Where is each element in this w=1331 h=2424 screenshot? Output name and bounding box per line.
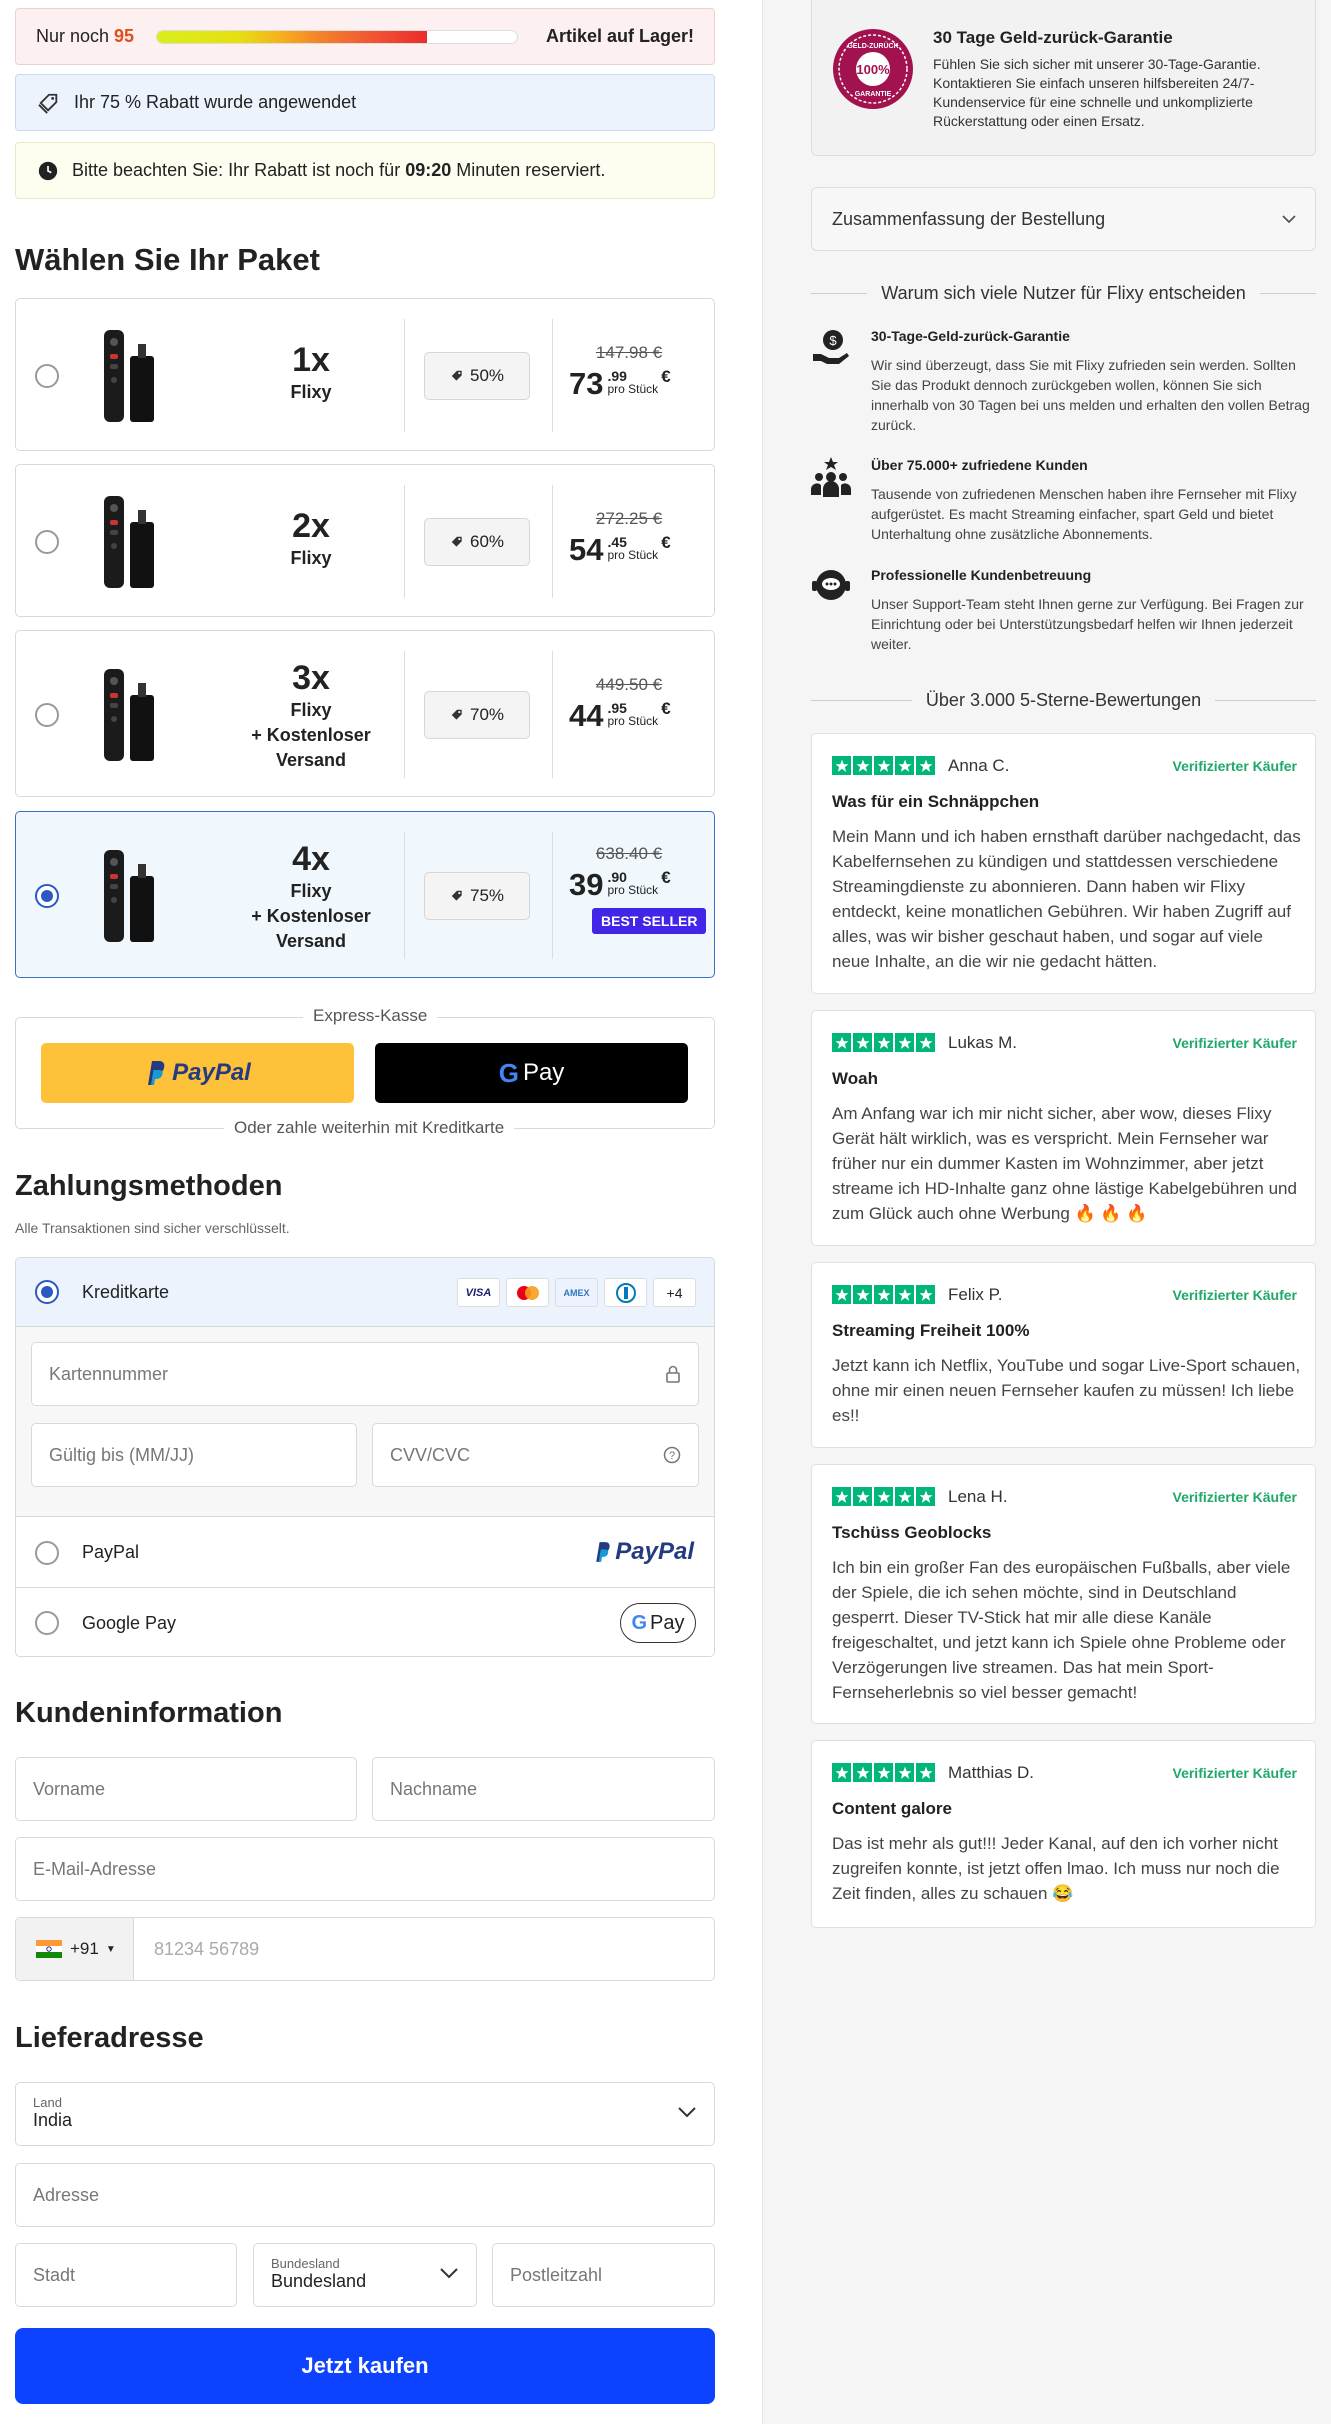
price-unit: pro Stück [607,382,659,396]
gpay-method-label: Google Pay [82,1612,177,1633]
seal-percent: 100% [856,62,890,77]
money-back-seal-icon [832,28,914,110]
price-currency: € [661,868,671,887]
star-icon [832,1763,851,1782]
paypal-method-row[interactable] [16,1518,714,1588]
package-quantity [251,507,371,571]
paypal-radio[interactable] [35,1541,59,1565]
sidebar [762,0,1331,2424]
package-radio[interactable] [35,884,59,908]
cvv-placeholder: CVV/CVC [390,1444,471,1465]
review-card [811,1740,1316,1928]
current-price [569,699,709,733]
current-price [569,868,709,902]
country-code: +91 [70,1939,99,1958]
package-extra: + Kostenloser [251,725,371,745]
paypal-logo-text: PayPal [615,1538,694,1565]
price-unit: pro Stück [607,883,659,897]
card-number-placeholder: Kartennummer [49,1363,169,1384]
review-text: Ich bin ein großer Fan des europäischen Fußballs, aber viele der Spiele, die ich sehen möchte, sind in Deutschland gesperrt. Dieser TV-Stick hat mir alle diese Kanäle freigeschaltet, und jetzt kann ich Spiele ohne Probleme oder Verzögerungen live streamen. Das hat mein Sport-Fernseherlebnis so viel besser gemacht! [832,1558,1291,1702]
old-price: 272.25 € [595,509,663,528]
card-method-row[interactable] [16,1258,714,1327]
package-radio[interactable] [35,364,59,388]
review-title: Streaming Freiheit 100% [832,1321,1030,1340]
old-price: 449.50 € [595,675,663,694]
star-icon [853,756,872,775]
star-rating [832,1033,935,1052]
divider [404,319,405,432]
guarantee-text: Fühlen Sie sich sicher mit unserer 30-Tage-Garantie. Kontaktieren Sie einfach unseren hilfsbereiten 24/7-Kundenservice für eine schnelle und unkomplizierte Rückerstattung oder einen Ersatz. [933,56,1261,129]
price-cents: .45 [607,534,627,550]
country-select[interactable] [15,2082,715,2146]
amex-icon: AMEX [555,1278,598,1307]
reviewer-name: Lukas M. [948,1033,1017,1052]
package-name: Flixy [290,382,332,402]
svg-text:?: ? [668,1450,676,1462]
package-qty: 3x [292,659,330,697]
why-divider [811,283,1316,304]
paypal-logo-icon [144,1060,166,1086]
express-legend: Express-Kasse [303,1006,437,1026]
stock-bar-fill [157,31,427,43]
package-qty: 1x [292,341,330,379]
stock-suffix: Artikel auf Lager! [545,26,694,46]
tag-icon [450,889,464,903]
support-icon [811,567,851,605]
reviewer-name: Lena H. [948,1487,1008,1506]
discount-value: 50% [469,365,505,385]
discount-value: 75% [469,885,505,905]
card-label: Kreditkarte [82,1281,170,1302]
timer-prefix: Bitte beachten Sie: Ihr Rabatt ist noch für [72,160,401,180]
discount-badge [424,352,530,400]
price-cents: .95 [607,700,627,716]
package-quantity [251,341,371,405]
star-icon [895,1285,914,1304]
current-price [569,367,709,401]
feature-text: Unser Support-Team steht Ihnen gerne zur Verfügung. Bei Fragen zur Einrichtung oder bei Unterstützungsbedarf helfen wir Ihnen jederzeit weiter. [871,596,1304,652]
customers-icon [811,457,851,501]
feature-text: Wir sind überzeugt, dass Sie mit Flixy zufrieden sein werden. Sollten Sie das Produkt dennoch zurückgeben wollen, können Sie sich innerhalb von 30 Tagen bei uns melden und erhalten den vollen Betrag zurück. [871,357,1310,433]
google-g-icon: G [631,1611,648,1634]
card-brand-icons [457,1278,696,1307]
gpay-logo-text: Pay [650,1611,685,1634]
email-input[interactable] [15,1837,715,1901]
star-icon [853,1033,872,1052]
price-unit: pro Stück [607,714,659,728]
cvv-input[interactable] [372,1423,699,1487]
buy-now-button[interactable]: Jetzt kaufen [15,2328,715,2404]
seal-bottom-text: GARANTIE [854,91,892,98]
clock-icon [38,161,58,181]
review-text: Jetzt kann ich Netflix, YouTube und sogar Live-Sport schauen, ohne mir einen neuen Fernseher kaufen zu müssen! Ich liebe es!! [832,1356,1301,1425]
star-rating [832,1763,935,1782]
paypal-mark-icon [593,1540,611,1564]
package-extra: + Kostenloser [251,906,371,926]
price-whole: 54 [569,532,604,567]
address-input[interactable] [15,2163,715,2227]
verified-badge: Verifizierter Käufer [1172,1489,1297,1505]
verified-badge: Verifizierter Käufer [1172,1765,1297,1781]
zip-input[interactable] [492,2243,715,2307]
seal-top-text: GELD-ZURÜCK [847,43,899,50]
star-icon [874,1763,893,1782]
price-whole: 44 [569,698,604,733]
paypal-method-label: PayPal [82,1542,140,1562]
verified-badge: Verifizierter Käufer [1172,1287,1297,1303]
timer-suffix: Minuten reserviert. [456,160,606,180]
state-label: Bundesland [271,2256,340,2271]
product-image [98,846,158,951]
review-card [811,1464,1316,1724]
reviews-divider [811,690,1316,711]
package-name: Flixy [290,548,332,568]
help-icon[interactable] [663,1446,681,1464]
current-price [569,533,709,567]
timer-value: 09:20 [405,160,452,180]
stock-count: 95 [114,26,135,46]
star-icon [916,1033,935,1052]
divider [404,485,405,598]
package-quantity [251,659,371,773]
discount-value: 60% [469,531,505,551]
stock-prefix: Nur noch [36,26,110,46]
best-seller-badge: BEST SELLER [592,908,706,934]
package-price [569,509,709,567]
price-currency: € [661,533,671,552]
star-icon [874,1487,893,1506]
feature-title: Professionelle Kundenbetreuung [871,567,1092,583]
package-quantity [251,840,371,954]
timer-notice [15,142,715,199]
star-icon [874,756,893,775]
star-rating [832,1487,935,1506]
review-title: Was für ein Schnäppchen [832,792,1040,811]
country-value: India [33,2110,73,2130]
country-label: Land [33,2095,62,2110]
email-placeholder: E-Mail-Adresse [33,1858,157,1879]
visa-icon: VISA [457,1278,500,1307]
review-card [811,1262,1316,1448]
star-icon [853,1763,872,1782]
star-icon [874,1033,893,1052]
discount-value: 70% [469,704,505,724]
customer-heading: Kundeninformation [15,1697,283,1729]
divider [552,319,553,432]
feature-text: Tausende von zufriedenen Menschen haben ihre Fernseher mit Flixy aufgerüstet. Es macht Streaming einfacher, spart Geld und bietet Unterhaltung ohne zusätzliche Abonnements. [871,486,1297,542]
payment-subtext: Alle Transaktionen sind sicher verschlüsselt. [15,1220,290,1236]
package-extra: Versand [275,931,347,951]
star-icon [874,1285,893,1304]
review-title: Tschüss Geoblocks [832,1523,992,1542]
reviewer-name: Matthias D. [948,1763,1034,1782]
package-price [569,343,709,401]
express-checkout [15,1006,715,1137]
reviews-heading: Über 3.000 5-Sterne-Bewertungen [925,690,1202,710]
discount-badge [424,518,530,566]
last-name-input[interactable] [372,1757,715,1821]
package-heading: Wählen Sie Ihr Paket [15,242,320,277]
feature-title: 30-Tage-Geld-zurück-Garantie [871,328,1070,344]
verified-badge: Verifizierter Käufer [1172,1035,1297,1051]
card-number-input[interactable] [31,1342,699,1406]
package-extra: Versand [275,750,347,770]
reviewer-name: Anna C. [948,756,1010,775]
paypal-logo [593,1538,694,1566]
review-text: Am Anfang war ich mir nicht sicher, aber wow, dieses Flixy Gerät hält wirklich, was es verspricht. Mein Fernseher war früher nur ein dummer Kasten im Wohnzimmer, aber jetzt streame ich HD-Inhalte ganz ohne lästige Kabelgebühren und zum Glück auch ohne Werbung 🔥 🔥 🔥 [832,1104,1297,1223]
star-icon [853,1487,872,1506]
card-fields [16,1327,714,1517]
discount-badge [424,691,530,739]
review-card [811,1010,1316,1246]
gpay-express-label: Pay [522,1059,565,1086]
discount-text: Ihr 75 % Rabatt wurde angewendet [74,92,357,112]
star-icon [895,1763,914,1782]
guarantee-title: 30 Tage Geld-zurück-Garantie [933,28,1173,47]
city-input[interactable] [15,2243,237,2307]
expiry-placeholder: Gültig bis (MM/JJ) [49,1444,195,1465]
price-whole: 73 [569,366,604,401]
payment-methods [15,1257,715,1657]
package-radio[interactable] [35,530,59,554]
card-radio[interactable] [35,1280,59,1304]
package-name: Flixy [290,881,332,901]
gpay-method-row[interactable] [16,1589,714,1657]
svg-text:$: $ [829,333,837,348]
product-image [98,326,158,431]
verified-badge: Verifizierter Käufer [1172,758,1297,774]
star-icon [895,1033,914,1052]
streaming-stick-icon [98,665,158,765]
discount-notice [15,74,715,131]
review-text: Das ist mehr als gut!!! Jeder Kanal, auf den ich vorher nicht zugreifen konnte, ist jetzt offen lmao. Ich muss nur noch die Zeit finden, alles zu schauen 😂 [832,1834,1280,1903]
chevron-down-icon [1281,214,1297,224]
order-summary-toggle[interactable] [811,187,1316,251]
caret-down-icon: ▼ [105,1943,116,1955]
guarantee-box [811,0,1316,156]
package-price [569,675,709,733]
price-currency: € [661,367,671,386]
gpay-radio[interactable] [35,1611,59,1635]
divider [552,651,553,778]
star-icon [916,1285,935,1304]
chevron-down-icon [439,2266,459,2280]
old-price: 147.98 € [595,343,663,362]
package-price [569,844,709,934]
package-qty: 2x [292,507,330,545]
package-qty: 4x [292,840,330,878]
google-g-icon: G [498,1057,519,1088]
star-icon [832,756,851,775]
phone-placeholder: 81234 56789 [154,1938,260,1959]
star-icon [832,1487,851,1506]
price-cents: .90 [607,869,627,885]
review-card [811,733,1316,994]
money-back-icon [811,328,851,368]
product-image [98,665,158,770]
package-option[interactable] [15,811,715,978]
order-summary-label: Zusammenfassung der Bestellung [832,208,1106,229]
star-icon [832,1033,851,1052]
review-text: Mein Mann und ich haben ernsthaft darüber nachgedacht, das Kabelfernsehen zu kündigen und stattdessen verschiedene Streamingdienste zu abonnieren. Dann haben wir Flixy entdeckt, keine monatlichen Gebühren. Wir haben Zugriff auf alles, was wir bisher geschaut haben, und sogar auf viele neue Inhalte, an die wir nie gedacht hätten. [832,827,1301,971]
package-name: Flixy [290,700,332,720]
price-whole: 39 [569,867,604,902]
divider [552,832,553,959]
chevron-down-icon [677,2105,697,2119]
price-cents: .99 [607,368,627,384]
tag-icon [450,369,464,383]
country-code-select[interactable] [16,1918,134,1980]
star-icon [895,756,914,775]
paypal-express-label: PayPal [172,1059,251,1086]
state-select[interactable] [253,2243,477,2307]
stock-banner [15,8,715,65]
streaming-stick-icon [98,846,158,946]
package-option[interactable] [15,464,715,617]
address-placeholder: Adresse [33,2184,100,2205]
gpay-logo [620,1603,696,1643]
tag-icon [450,535,464,549]
tag-icon [450,708,464,722]
feature-title: Über 75.000+ zufriedene Kunden [871,457,1088,473]
discount-badge [424,872,530,920]
first-name-input[interactable] [15,1757,357,1821]
divider [404,832,405,959]
more-cards-count: +4 [653,1278,696,1307]
or-card-text: Oder zahle weiterhin mit Kreditkarte [224,1118,514,1138]
delivery-heading: Lieferadresse [15,2022,204,2054]
review-title: Woah [832,1069,878,1088]
city-placeholder: Stadt [33,2264,76,2285]
divider [404,651,405,778]
star-icon [895,1487,914,1506]
last-name-placeholder: Nachname [390,1778,478,1799]
first-name-placeholder: Vorname [33,1778,106,1799]
product-image [98,492,158,597]
payment-heading: Zahlungsmethoden [15,1170,283,1202]
star-rating [832,1285,935,1304]
streaming-stick-icon [98,492,158,592]
star-icon [916,756,935,775]
paypal-express-button[interactable] [41,1043,354,1103]
package-radio[interactable] [35,703,59,727]
star-icon [916,1763,935,1782]
package-option[interactable] [15,630,715,797]
expiry-input[interactable] [31,1423,357,1487]
price-unit: pro Stück [607,548,659,562]
tag-icon [38,92,60,114]
star-icon [916,1487,935,1506]
streaming-stick-icon [98,326,158,426]
star-icon [853,1285,872,1304]
why-heading: Warum sich viele Nutzer für Flixy entscheiden [881,283,1246,303]
state-value: Bundesland [271,2271,367,2291]
old-price: 638.40 € [595,844,663,863]
lock-icon [665,1365,681,1383]
mastercard-icon [506,1278,549,1307]
phone-input[interactable] [15,1917,715,1981]
zip-placeholder: Postleitzahl [510,2264,603,2285]
reviewer-name: Felix P. [948,1285,1003,1304]
gpay-express-button[interactable] [375,1043,688,1103]
review-title: Content galore [832,1799,952,1818]
star-icon [832,1285,851,1304]
diners-icon [604,1278,647,1307]
star-rating [832,756,935,775]
divider [552,485,553,598]
stock-bar [156,30,518,44]
price-currency: € [661,699,671,718]
package-option[interactable] [15,298,715,451]
india-flag-icon [36,1940,62,1958]
